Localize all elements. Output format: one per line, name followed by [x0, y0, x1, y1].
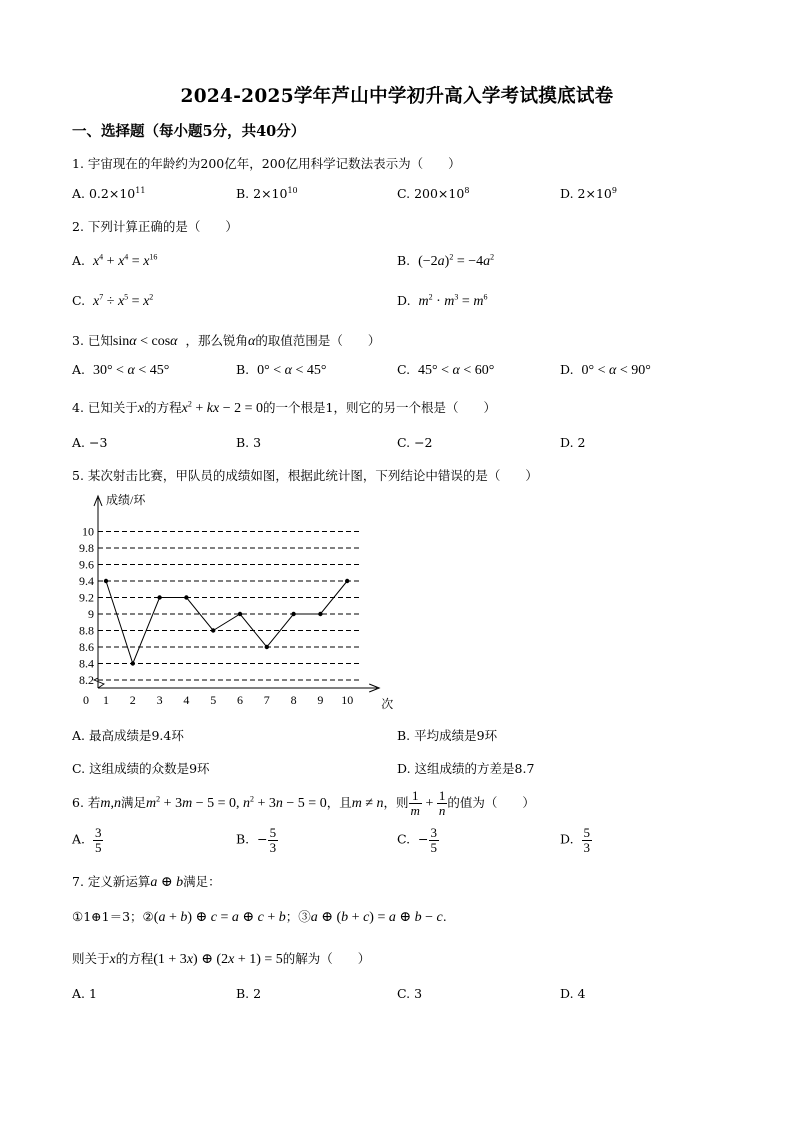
- x-tick-label: 1: [103, 693, 109, 707]
- y-tick-label: 9.2: [79, 590, 94, 605]
- question-1-option-b[interactable]: B. $2\times 10^{10}$: [236, 185, 298, 201]
- question-2-option-c[interactable]: C. $x^7 \div x^5 = x^2$: [72, 292, 154, 309]
- question-4-option-a[interactable]: A. −3: [72, 435, 108, 450]
- question-4-option-b[interactable]: B. 3: [236, 435, 262, 450]
- question-6-option-b[interactable]: B. − $\frac{5}{3}$: [236, 825, 277, 855]
- axis-break: [94, 678, 104, 688]
- question-7-option-b[interactable]: B. 2: [236, 986, 262, 1001]
- question-5-stem: 5. 某次射击比赛，甲队员的成绩如图，根据此统计图，下列结论中错误的是（ ）: [72, 468, 538, 483]
- question-4-stem: 4. 已知关于x的方程$x^2$ + kx − 2 = 0的一个根是1，则它的另一个根是（ ）: [72, 399, 496, 416]
- question-6-option-d[interactable]: D. $\frac{5}{3}$: [560, 825, 590, 855]
- question-7-option-d[interactable]: D. 4: [560, 986, 586, 1001]
- question-6-option-c[interactable]: C. − $\frac{3}{5}$: [397, 825, 438, 855]
- question-5-option-c[interactable]: C. 这组成绩的众数是9环: [72, 761, 210, 776]
- question-3-option-d[interactable]: D. 0° < α < 90°: [560, 362, 651, 378]
- question-3-stem: 3. 已知sinα < cosα ，那么锐角α的取值范围是（ ）: [72, 333, 381, 349]
- y-tick-label: 8.6: [79, 640, 94, 654]
- data-point: [211, 628, 215, 632]
- data-point: [318, 612, 322, 616]
- y-tick-label: 10: [82, 524, 94, 539]
- question-3-option-c[interactable]: C. 45° < α < 60°: [397, 362, 495, 378]
- y-tick-label: 8.8: [79, 623, 94, 638]
- question-7-stem: 7. 定义新运算a ⊕ b满足：: [72, 874, 221, 890]
- x-tick-label: 10: [341, 693, 354, 707]
- x-axis-label: 次: [381, 697, 394, 711]
- question-1-option-a[interactable]: A. $0.2\times 10^{11}$: [72, 185, 146, 201]
- question-5-option-b[interactable]: B. 平均成绩是9环: [397, 728, 498, 743]
- section-heading: 一、选择题（每小题5分，共40分）: [72, 123, 306, 140]
- data-point: [157, 595, 161, 599]
- question-4-option-c[interactable]: C. −2: [397, 435, 433, 450]
- question-3-option-a[interactable]: A. 30° < α < 45°: [72, 362, 170, 378]
- page-title: 2024-2025学年芦山中学初升高入学考试摸底试卷: [180, 86, 614, 107]
- question-1-option-d[interactable]: D. $2\times 10^9$: [560, 185, 617, 201]
- question-7-option-c[interactable]: C. 3: [397, 986, 423, 1001]
- score-line-chart: [68, 488, 408, 718]
- y-tick-label: 8.2: [79, 673, 94, 687]
- question-1-option-c[interactable]: C. $200\times 10^8$: [397, 185, 470, 201]
- y-tick-label: 9.4: [79, 574, 94, 588]
- x-tick-label: 4: [183, 693, 190, 707]
- data-point: [345, 579, 349, 583]
- question-6-stem: 6. 若m,n满足$m^2 + 3m - 5 = 0$, $n^2 + 3n - 5 = 0$，且m ≠ n，则 $\frac{1}{m}$ + $\frac{1}{n}$ 的值为（ ）: [72, 788, 535, 818]
- data-point: [104, 579, 108, 583]
- data-point: [131, 661, 135, 665]
- question-1-stem: 1. 宇宙现在的年龄约为200亿年，200亿用科学记数法表示为（ ）: [72, 156, 461, 171]
- question-4-option-d[interactable]: D. 2: [560, 435, 586, 450]
- x-tick-label: 9: [317, 693, 324, 707]
- x-tick-label: 2: [129, 693, 136, 707]
- question-2-option-b[interactable]: B. $(-2a)^2 = -4a^2$: [397, 252, 495, 269]
- origin-label: 0: [83, 693, 89, 707]
- data-point: [238, 612, 242, 616]
- x-tick-label: 5: [210, 693, 217, 707]
- question-6-option-a[interactable]: A. $\frac{3}{5}$: [72, 825, 102, 855]
- question-5-option-d[interactable]: D. 这组成绩的方差是8.7: [397, 761, 535, 776]
- question-7-equation: 则关于x的方程(1 + 3x) ⊕ (2x + 1) = 5的解为（ ）: [72, 951, 371, 967]
- question-5-option-a[interactable]: A. 最高成绩是9.4环: [72, 728, 184, 743]
- x-tick-label: 3: [156, 693, 163, 707]
- y-axis-label: 成绩/环: [106, 493, 146, 507]
- y-tick-label: 9.6: [79, 557, 94, 572]
- y-tick-label: 8.4: [79, 656, 94, 671]
- data-point: [184, 595, 188, 599]
- data-point: [265, 645, 269, 649]
- question-2-option-a[interactable]: A. $x^4 + x^4 = x^{16}$: [72, 252, 158, 269]
- question-2-option-d[interactable]: D. $m^2 \cdot m^3 = m^6$: [397, 292, 488, 309]
- question-3-option-b[interactable]: B. 0° < α < 45°: [236, 362, 327, 378]
- x-tick-label: 8: [290, 693, 297, 707]
- y-tick-label: 9: [88, 607, 94, 621]
- x-tick-label: 6: [237, 693, 243, 707]
- score-line: [106, 581, 347, 664]
- question-7-option-a[interactable]: A. 1: [72, 986, 97, 1001]
- x-tick-label: 7: [263, 693, 270, 707]
- y-tick-label: 9.8: [79, 541, 94, 555]
- question-7-rules: ①1⊕1＝3；②(a + b) ⊕ c = a ⊕ c + b；③a ⊕ (b + c) = a ⊕ b − c.: [72, 909, 447, 925]
- question-2-stem: 2. 下列计算正确的是（ ）: [72, 219, 238, 234]
- data-point: [291, 612, 295, 616]
